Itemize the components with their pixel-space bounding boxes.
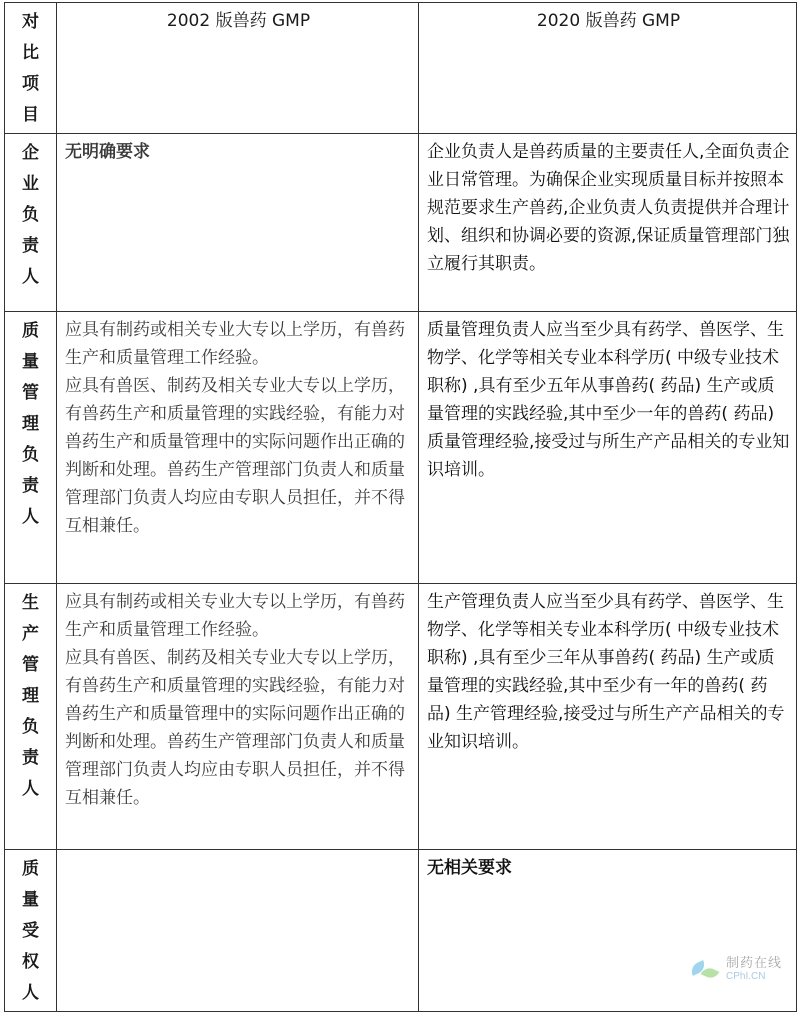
header-row	[5, 3, 797, 134]
label-char: 质	[22, 859, 39, 879]
label-char: 目	[22, 105, 39, 125]
label-char: 项	[22, 74, 39, 94]
watermark-text	[726, 957, 782, 983]
row-label	[7, 854, 54, 1009]
row-label-cell	[5, 850, 57, 1012]
header-2020: 2020 版兽药 GMP	[419, 3, 797, 134]
row-label	[7, 316, 54, 533]
label-char: 责	[22, 748, 39, 768]
requirement-paragraph: 企业负责人是兽药质量的主要责任人,全面负责企业日常管理。为确保企业实现质量目标并按照本规范要求生产兽药,企业负责人负责提供并合理计划、组织和协调必要的资源,保证质量管理部门独立履行其职责。	[427, 142, 790, 274]
header-label-cell	[5, 3, 57, 134]
label-char: 对	[22, 12, 39, 32]
requirement-paragraph: 质量管理负责人应当至少具有药学、兽医学、生物学、化学等相关专业本科学历( 中级专业技术职称) ,具有至少五年从事兽药( 药品) 生产或质量管理的实践经验,其中至少一年的兽药( 药品)质量管理经验,接受过与所生产产品相关的专业知识培训。	[427, 320, 790, 480]
label-char: 管	[22, 655, 39, 675]
watermark-cn: 制药在线	[725, 956, 782, 971]
requirement-paragraph: 应具有兽医、制药及相关专业大专以上学历，有兽药生产和质量管理的实践经验，有能力对兽药生产和质量管理中的实际问题作出正确的判断和处理。兽药生产管理部门负责人和质量管理部门负责人均应由专职人员担任，并不得互相兼任。	[65, 376, 405, 536]
new-requirement-cell	[419, 850, 797, 1012]
comparison-table	[4, 2, 797, 1012]
label-char: 理	[22, 414, 39, 434]
watermark-en: CPhI.CN	[725, 971, 766, 982]
label-char: 质	[22, 321, 39, 341]
label-char: 产	[22, 624, 39, 644]
label-char: 企	[22, 143, 39, 163]
label-char: 人	[22, 779, 39, 799]
requirement-paragraph: 应具有制药或相关专业大专以上学历，有兽药生产和质量管理工作经验。	[65, 320, 405, 368]
table-row	[5, 584, 797, 850]
label-char: 业	[22, 174, 39, 194]
label-char: 负	[22, 717, 39, 737]
row-label	[7, 138, 54, 293]
header-2002: 2002 版兽药 GMP	[57, 3, 419, 134]
label-char: 责	[22, 236, 39, 256]
label-char: 量	[22, 352, 39, 372]
label-char: 管	[22, 383, 39, 403]
requirement-paragraph: 无明确要求	[65, 142, 150, 162]
label-char: 负	[22, 445, 39, 465]
old-requirement-cell	[57, 312, 419, 584]
watermark	[688, 957, 782, 983]
label-char: 理	[22, 686, 39, 706]
row-label-cell	[5, 584, 57, 850]
label-char: 负	[22, 205, 39, 225]
label-char: 责	[22, 476, 39, 496]
header-label	[7, 7, 54, 131]
label-char: 人	[22, 983, 39, 1003]
new-requirement-cell	[419, 584, 797, 850]
table-row	[5, 312, 797, 584]
leaf-logo-icon	[688, 957, 722, 983]
old-requirement-cell	[57, 134, 419, 312]
label-char: 权	[22, 952, 39, 972]
label-char: 量	[22, 890, 39, 910]
old-requirement-cell	[57, 584, 419, 850]
label-char: 生	[22, 593, 39, 613]
label-char: 人	[22, 507, 39, 527]
table-row	[5, 850, 797, 1012]
new-requirement-cell	[419, 312, 797, 584]
table-row	[5, 134, 797, 312]
requirement-paragraph: 应具有制药或相关专业大专以上学历，有兽药生产和质量管理工作经验。	[65, 592, 405, 640]
new-requirement-cell	[419, 134, 797, 312]
row-label-cell	[5, 134, 57, 312]
requirement-paragraph: 生产管理负责人应当至少具有药学、兽医学、生物学、化学等相关专业本科学历( 中级专业技术职称) ,具有至少三年从事兽药( 药品) 生产或质量管理的实践经验,其中至少有一年的兽药( 药品) 生产管理经验,接受过与所生产产品相关的专业知识培训。	[427, 592, 785, 752]
old-requirement-cell	[57, 850, 419, 1012]
row-label-cell	[5, 312, 57, 584]
label-char: 比	[22, 43, 39, 63]
row-label	[7, 588, 54, 805]
requirement-paragraph: 应具有兽医、制药及相关专业大专以上学历，有兽药生产和质量管理的实践经验，有能力对兽药生产和质量管理中的实际问题作出正确的判断和处理。兽药生产管理部门负责人和质量管理部门负责人均应由专职人员担任，并不得互相兼任。	[65, 648, 405, 808]
label-char: 受	[22, 921, 39, 941]
label-char: 人	[22, 267, 39, 287]
requirement-paragraph: 无相关要求	[427, 858, 512, 878]
